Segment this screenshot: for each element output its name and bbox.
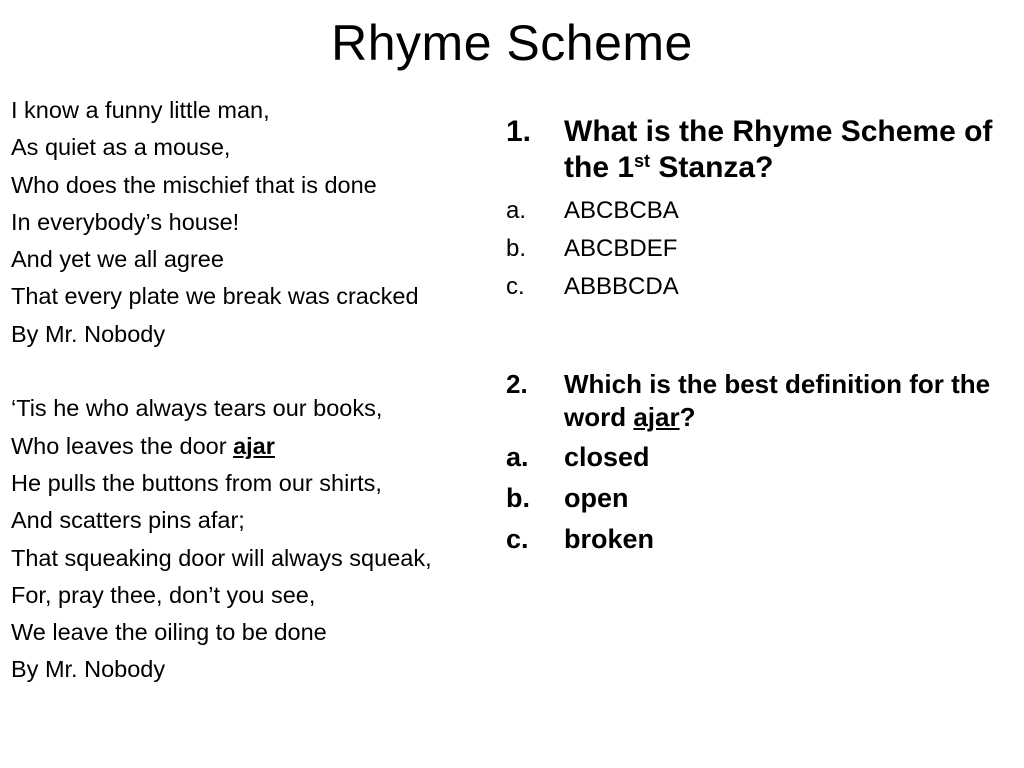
poem-line: For, pray thee, don’t you see, [11, 581, 316, 608]
q1-option-a [506, 196, 1006, 226]
ajar-line-prefix: Who leaves the door [11, 432, 234, 459]
ordinal-suffix: st [634, 151, 651, 171]
question-1 [506, 114, 1006, 186]
question-2 [506, 368, 1006, 434]
ajar-keyword: ajar [233, 432, 275, 459]
option-text: ABCBCBA [564, 197, 679, 224]
option-letter: a. [506, 442, 529, 472]
option-text: open [564, 483, 629, 513]
questions-panel [506, 114, 1006, 556]
question-number: 2. [506, 369, 528, 399]
question-1-text-end: Stanza? [650, 151, 774, 184]
poem-line: That every plate we break was cracked [11, 283, 419, 310]
q2-option-c [506, 523, 1006, 556]
q2-option-a [506, 441, 1006, 474]
poem-line: By Mr. Nobody [11, 656, 166, 683]
poem-line: Who does the mischief that is done [11, 171, 377, 198]
ajar-keyword: ajar [633, 402, 680, 432]
poem-line: That squeaking door will always squeak, [11, 544, 432, 571]
question-2-text: Which is the best definition for the word [564, 369, 991, 432]
poem-line: ‘Tis he who always tears our books, [11, 395, 383, 422]
poem-line: We leave the oiling to be done [11, 619, 327, 646]
option-text: ABCBDEF [564, 235, 678, 262]
option-letter: b. [506, 483, 530, 513]
poem-line: And yet we all agree [11, 246, 224, 273]
option-text: ABBBCDA [564, 273, 679, 300]
option-text: broken [564, 524, 655, 554]
poem-line: I know a funny little man, [11, 97, 270, 123]
poem-line: He pulls the buttons from our shirts, [11, 469, 382, 496]
slide-title: Rhyme Scheme [331, 15, 693, 71]
poem-line-ajar [11, 431, 481, 461]
option-letter: c. [506, 273, 525, 300]
option-letter: c. [506, 524, 529, 554]
poem-line: As quiet as a mouse, [11, 134, 231, 161]
poem-line: By Mr. Nobody [11, 320, 166, 347]
question-text [564, 368, 1006, 434]
option-letter: b. [506, 235, 527, 262]
poem-text [11, 95, 481, 692]
poem-line: In everybody’s house! [11, 208, 240, 235]
question-2-text-end: ? [679, 402, 696, 432]
option-text: closed [564, 442, 650, 472]
q2-option-b [506, 482, 1006, 515]
question-1-text: What is the Rhyme Scheme of the 1 [564, 115, 993, 184]
stanza-break [11, 356, 481, 386]
option-letter: a. [506, 197, 527, 224]
poem-line: And scatters pins afar; [11, 507, 245, 534]
question-number: 1. [506, 115, 532, 148]
q1-option-c [506, 272, 1006, 302]
question-text [564, 114, 1006, 186]
q1-option-b [506, 234, 1006, 264]
